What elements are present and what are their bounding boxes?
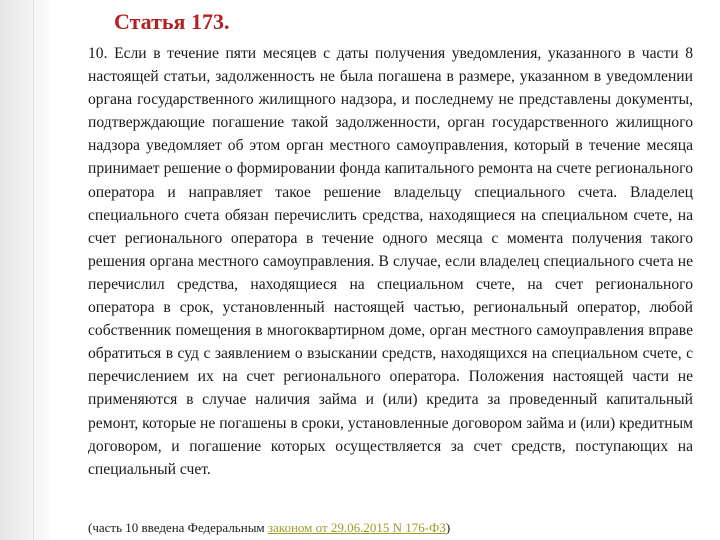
decorative-side-bar xyxy=(0,0,50,540)
footnote xyxy=(88,519,708,537)
law-link[interactable]: законом от 29.06.2015 N 176-ФЗ xyxy=(267,520,446,535)
footnote-suffix: ) xyxy=(445,520,451,535)
article-paragraph: 10. Если в течение пяти месяцев с даты получения уведомления, указанного в части 8 настоящей статьи, задолженность не была погашена в размере, указанном в уведомлении органа государственного жилищного надзора, и последнему не представлены документы, подтверждающие погашение такой задолженности, орган государственного жилищного надзора уведомляет об этом орган местного самоуправления, который в течение месяца принимает решение о формировании фонда капитального ремонта на счете регионального оператора и направляет такое решение владельцу специального счета. Владелец специального счета обязан перечислить средства, находящиеся на специальном счете, на счет регионального оператора в течение одного месяца с момента получения такого решения органа местного самоуправления. В случае, если владелец специального счета не перечислил средства, находящиеся на специальном счете, на счет регионального оператора в срок, установленный настоящей частью, региональный оператор, любой собственник помещения в многоквартирном доме, орган местного самоуправления вправе обратиться в суд с заявлением о взыскании средств, находящихся на специальном счете, с перечислением их на счет регионального оператора. Положения настоящей части не применяются в случае наличия займа и (или) кредита за проведенный капитальный ремонт, которые не погашены в сроки, установленные договором займа и (или) кредитным договором, и погашение которых осуществляется за счет средств, поступающих на специальный счет. xyxy=(88,45,693,478)
footnote-prefix: (часть 10 введена Федеральным xyxy=(88,520,268,535)
article-title: Статья 173. xyxy=(114,9,230,34)
